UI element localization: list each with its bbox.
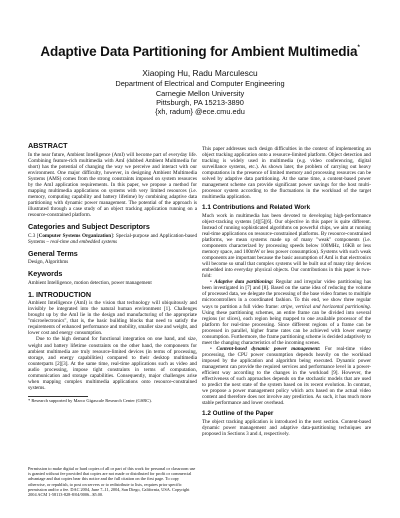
section-1-1-heading: 1.1 Contributions and Related Work	[202, 204, 311, 212]
keywords-heading: Keywords	[28, 269, 63, 279]
categories-text: C.3 [Computer Systems Organization]: Special-purpose and Application-based Systems – real-time and embedded systems	[28, 232, 198, 245]
intro-paragraph-2: Due to the high demand for functional integration on one hand, and size, weight and battery lifetime constraints on the other hand, the components for ambient multimedia are truly resource-limited devices (in terms of processing, storage, and energy capabilities) compared to their desktop multimedia counterparts [2][3]. At the same time, real-time applications such as video and audio processing, impose tight constraints in terms of computation, communication and storage capabilities. Consequently, major challenges arise when mapping complex multimedia applications onto resource-constrained systems.	[28, 336, 197, 391]
categories-heading: Categories and Subject Descriptors	[28, 222, 150, 232]
author-names: Xiaoping Hu, Radu Marculescu	[142, 68, 258, 78]
bullet-power-management: • Content-based dynamic power management: For real-time video processing, the CPU power consumption depends heavily on the workload imposed by the application and algorithm being executed. Dynamic power management can provide the required services and performance level in a power-efficient way according to the changes in the workload [9]. However, the effectiveness of such approaches depends on the stochastic models that are used to predict the next state of the system based on its recent evolution. In contrast, we propose a power management policy which acts based on the actual video content and therefore does not involve any prediction. As such, it has much more stable performance and lower overhead.	[202, 345, 371, 407]
right-column	[202, 146, 371, 437]
author-block	[0, 69, 400, 116]
keywords-text: Ambient Intelligence, motion detection, power management	[28, 279, 152, 286]
author-city: Pittsburgh, PA 15213-3890	[156, 97, 244, 107]
paper-title: Adaptive Data Partitioning for Ambient Multimedia*	[40, 44, 360, 59]
intro-paragraph-1: Ambient Intelligence (AmI) is the vision that technology will ubiquitously and invisibly be integrated into the natural human environment [1]. Challenges brought up by the AmI lie in the design and manufacturing of the appropriate "microelectronics", that is, the basic building blocks that need to satisfy the requirements of enhanced performance and mobility, smaller size and weight, and lower cost and energy consumption.	[28, 300, 197, 337]
title-footnote-marker: *	[357, 45, 360, 51]
author-department: Department of Electrical and Computer Engineering	[115, 79, 285, 89]
section-1-2-heading: 1.2 Outline of the Paper	[202, 410, 274, 418]
author-email: {xh, radum} @ece.cmu.edu	[155, 107, 245, 117]
right-paragraph-1: This paper addresses such design difficulties in the context of implementing an object tracking application onto a resource-limited platform. Object detection and tracking is widely used in multimedia (e.g. video conferencing, digital surveillance systems, etc.). As shown later, the problem of carrying out heavy computations in the presence of limited memory and processing resources can be solved by adaptive data partitioning. At the same time, a content-based power management scheme can provide significant power savings for the host multi-processor system according to the fluctuations in the workload of the target multimedia application.	[202, 146, 371, 201]
bullet-adaptive-partitioning: • Adaptive data partitioning: Regular and irregular video partitioning has been investigated in [7] and [8]. Based on the same idea of reducing the volume of processed data, we delegate the processing of the base video frames to multiple microcontrollers in a coordinated fashion. To this end, we show three regular ways to partition a full video frame: stripe, vertical and horizontal partitioning. Using these partitioning schemes, an entire frame can be divided into several regions (or slices), each region being mapped to one available processor of the platform for real-time processing. Since different regions of a frame can be processed in parallel, higher frame rates can be achieved with lower energy consumption. Furthermore, the frame partitioning scheme is decided adaptively to meet the changing characteristics of the incoming scenes.	[202, 279, 372, 346]
abstract-heading: ABSTRACT	[28, 141, 68, 150]
general-terms-text: Design, Algorithms	[28, 259, 69, 266]
left-column	[28, 137, 197, 404]
copyright-notice: Permission to make digital or hard copies of all or part of this work for personal or classroom use is granted without fee provided that copies are not made or distributed for profit or commercial advantage and that copies bear this notice and the full citation on the first page. To copy otherwise, or republish, to post on servers or to redistribute to lists, requires prior specific permission and/or a fee. DAC 2004, June 7–11, 2004, San Diego, California, USA. Copyright 2004 ACM 1-58113-828-8/04/0006...$5.00.	[28, 466, 196, 498]
general-terms-heading: General Terms	[28, 248, 78, 258]
right-paragraph-2: Much work in multimedia has been devoted to developing high-performance object-tracking systems [4][5][6]. Our objective in this paper is quite different. Instead of running sophisticated algorithms on powerful chips, we aim at running real-time applications on resource-constrained platforms. By resource-constrained platforms, we mean systems made up of many "weak" components (i.e. components characterized by processing speeds below 100MHz, 16KB or less memory space, and 100mW or less power consumption). Systems with such weak components are important because the basic assumption of AmI is that electronics will become so small that complex systems will be built out of many tiny devices embedded into everyday physical objects. Our contributions in this paper is two-fold:	[202, 212, 371, 280]
intro-heading: 1. INTRODUCTION	[28, 289, 92, 299]
footnote-rule	[28, 396, 88, 397]
footnote: * Research supported by Marco Gigascale Research Center (GSRC).	[28, 398, 152, 404]
abstract-text: In the near future, Ambient Intelligence (AmI) will become part of everyday life. Combining feature-rich multimedia with AmI (dubbed Ambient Multimedia for short) has the potential of changing the way we perceive and interact with our environment. One major difficulty, however, in designing Ambient Multimedia Systems (AMS) comes from the strong constraints imposed on system resources by the AmI application requirements. In this paper, we propose a method for mapping multimedia applications on systems with very limited resources (i.e. memory, computing capability and battery lifetime) by combining adaptive data partitioning with dynamic power management. The potential of the approach is illustrated through a case study of an object tracking application running on a resource-constrained platform.	[28, 151, 197, 218]
right-paragraph-3: The object tracking application is introduced in the next section. Content-based dynamic power management and adaptive data-partitioning techniques are proposed in Sections 3 and 4, respectively.	[202, 418, 371, 437]
author-university: Carnegie Mellon University	[155, 88, 245, 98]
